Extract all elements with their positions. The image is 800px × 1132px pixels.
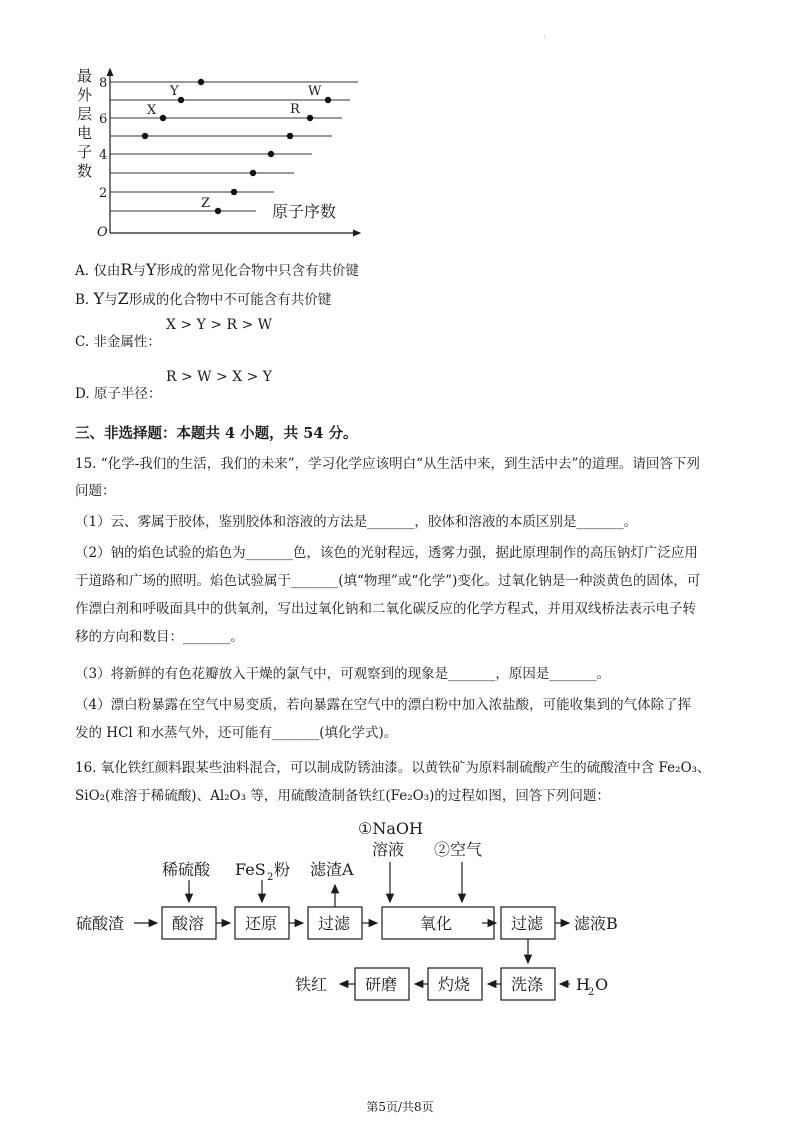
ylabel-char: 外 <box>77 86 93 104</box>
point-label-z: Z <box>201 196 211 211</box>
origin-label: O <box>97 225 108 240</box>
flow-in-fes2-powder: 粉 <box>274 860 291 879</box>
q15-p2d: 移的方向和数目：_______。 <box>75 629 244 645</box>
flow-out-residue: 滤渣A <box>310 860 354 879</box>
flow-water-h: H <box>576 975 590 994</box>
option-d-label: D. 原子半径： <box>75 386 162 402</box>
data-point <box>198 79 204 85</box>
data-point <box>142 133 148 139</box>
data-point <box>268 151 274 157</box>
ytick-label: 6 <box>99 112 108 127</box>
flow-in-naoh: ①NaOH <box>358 819 423 838</box>
flow-water-o: O <box>595 975 609 994</box>
q15-p2c: 作漂白剂和呼吸面具中的供氧剂，写出过氧化钠和二氧化碳反应的化学方程式，并用双线桥法表示电子转 <box>75 601 696 617</box>
ylabel-char: 子 <box>77 143 93 161</box>
flow-product: 铁红 <box>295 975 328 994</box>
option-c-label: C. 非金属性： <box>75 334 161 350</box>
svg-text:洗涤: 洗涤 <box>511 975 544 994</box>
data-point <box>215 208 221 214</box>
option-b: B. Y与Z形成的化合物中不可能含有共价键 <box>75 289 332 308</box>
svg-text:灼烧: 灼烧 <box>438 975 471 994</box>
flow-in-acid: 稀硫酸 <box>162 860 211 879</box>
flow-in-fes2-sub: 2 <box>267 872 274 883</box>
option-d-formula: R > W > X > Y <box>166 369 273 385</box>
data-point <box>287 133 293 139</box>
electron-graph <box>60 55 380 250</box>
svg-text:过滤: 过滤 <box>318 914 351 933</box>
flow-in-naoh-solution: 溶液 <box>372 840 405 859</box>
point-label-w: W <box>308 84 322 99</box>
point-label-r: R <box>290 102 300 117</box>
data-point <box>231 189 237 195</box>
page-footer: 第5页/共8页 <box>366 1100 434 1114</box>
flow-water-sub: 2 <box>588 987 595 998</box>
point-label-x: X <box>147 103 157 118</box>
q16-line1: 16. 氧化铁红颜料跟某些油料混合，可以制成防锈油漆。以黄铁矿为原料制硫酸产生的硫酸渣中含 Fe₂O₃、 <box>75 760 711 776</box>
ytick-label: 8 <box>99 76 108 91</box>
data-point <box>178 97 184 103</box>
ylabel-char: 数 <box>77 162 93 180</box>
q15-p4a: （4）漂白粉暴露在空气中易变质，若向暴露在空气中的漂白粉中加入浓盐酸，可能收集到的气体除了挥 <box>75 697 692 713</box>
q15-p1: （1）云、雾属于胶体，鉴别胶体和溶液的方法是_______，胶体和溶液的本质区别是_______。 <box>75 514 638 530</box>
ylabel-char: 层 <box>77 105 93 123</box>
ylabel-char: 电 <box>77 124 93 142</box>
process-flow-diagram <box>70 815 690 1005</box>
q15-p2a: （2）钠的焰色试验的焰色为_______色，该色的光射程远，透雾力强，据此原理制作的高压钠灯广泛应用 <box>75 545 698 561</box>
ytick-label: 2 <box>99 186 108 201</box>
svg-text:还原: 还原 <box>245 914 278 933</box>
data-point <box>160 115 166 121</box>
q16-line2: SiO₂(难溶于稀硫酸)、Al₂O₃ 等，用硫酸渣制备铁红(Fe₂O₃)的过程如图，回答下列问题： <box>75 788 610 804</box>
svg-text:酸溶: 酸溶 <box>172 914 205 933</box>
option-c-formula: X > Y > R > W <box>166 317 273 333</box>
corner-dot: . <box>543 30 546 39</box>
q15-p3: （3）将新鲜的有色花瓣放入干燥的氯气中，可观察到的现象是_______，原因是_______。 <box>75 666 611 682</box>
data-point <box>307 115 313 121</box>
q15-p2b: 于道路和广场的照明。焰色试验属于_______(填“物理”或“化学”)变化。过氧化钠是一种淡黄色的固体，可 <box>75 573 701 589</box>
flow-filtrate: 滤液B <box>574 914 618 933</box>
q15-p4b: 发的 HCl 和水蒸气外，还可能有_______(填化学式)。 <box>75 725 398 741</box>
svg-text:过滤: 过滤 <box>511 914 544 933</box>
flow-in-fes2: FeS <box>235 860 266 879</box>
svg-text:氧化: 氧化 <box>420 914 453 933</box>
ylabel-char: 最 <box>77 67 93 85</box>
data-point <box>325 97 331 103</box>
flow-in-air: ②空气 <box>434 840 483 859</box>
xlabel: 原子序数 <box>272 202 337 221</box>
q15-line2: 问题： <box>75 483 116 499</box>
ytick-label: 4 <box>99 148 108 163</box>
option-a: A. 仅由R与Y形成的常见化合物中只含有共价键 <box>75 260 359 279</box>
data-point <box>250 170 256 176</box>
svg-text:研磨: 研磨 <box>365 975 398 994</box>
section-heading: 三、非选择题：本题共 4 小题，共 54 分。 <box>75 425 358 442</box>
q15-line1: 15. “化学-我们的生活，我们的未来”，学习化学应该明白“从生活中来，到生活中去”的道理。请回答下列 <box>75 456 700 472</box>
flow-start: 硫酸渣 <box>76 914 125 933</box>
point-label-y: Y <box>170 84 179 99</box>
